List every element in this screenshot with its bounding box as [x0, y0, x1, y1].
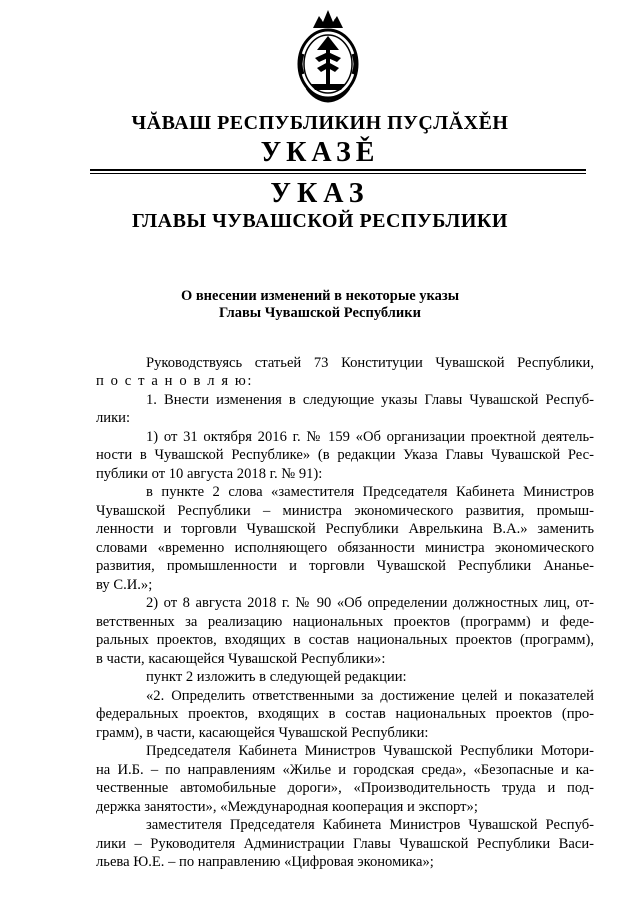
body-line: заместителя Председателя Кабинета Министров Чувашской Респуб- — [146, 817, 594, 833]
body-line: публики от 10 августа 2018 г. № 91): — [96, 466, 323, 482]
body-line: в части, касающейся Чувашской Республики»: — [96, 651, 386, 667]
body-line: 1. Внести изменения в следующие указы Главы Чувашской Респуб- — [146, 392, 594, 408]
body-line: чественные автомобильные дороги», «Производительность труда и под- — [96, 780, 594, 796]
body-line: Председателя Кабинета Министров Чувашской Республики Мотори- — [146, 743, 594, 759]
chuvash-decree-title: УКАЗĚ — [260, 137, 380, 168]
body-line: развития, промышленности и торговли Чувашской Республики Ананье- — [96, 558, 594, 574]
body-line: в пункте 2 слова «заместителя Председателя Кабинета Министров — [146, 484, 594, 500]
body-line: лики – Руководителя Администрации Главы Чувашской Республики Васи- — [96, 836, 594, 852]
body-line: п о с т а н о в л я ю: — [96, 373, 254, 389]
body-line: «2. Определить ответственными за достижение целей и показателей — [146, 688, 594, 704]
body-line: лики: — [96, 410, 131, 426]
decree-subject-line-2: Главы Чувашской Республики — [218, 305, 421, 321]
body-line: 1) от 31 октября 2016 г. № 159 «Об организации проектной деятель- — [146, 429, 594, 445]
body-line: Чувашской Республики – министра экономического развития, промыш- — [96, 503, 594, 519]
body-line: Руководствуясь статьей 73 Конституции Чувашской Республики, — [146, 355, 594, 371]
chuvash-republic-emblem-icon — [295, 6, 361, 104]
body-line: ленности и торговли Чувашской Республики Аврелькина В.А.» заменить — [96, 521, 594, 537]
body-line: ральных проектов, входящих в состав национальных проектов (программ), — [96, 632, 594, 648]
russian-decree-title: УКАЗ — [270, 178, 370, 209]
body-line: пункт 2 изложить в следующей редакции: — [146, 669, 407, 685]
body-line: держка занятости», «Международная кооперация и экспорт»; — [96, 799, 478, 815]
body-line: ности в Чувашской Республике» (в редакции Указа Главы Чувашской Рес- — [96, 447, 594, 463]
decree-subject-line-1: О внесении изменений в некоторые указы — [180, 288, 460, 304]
body-line: льева Ю.Е. – по направлению «Цифровая экономика»; — [96, 854, 434, 870]
body-line: ву С.И.»; — [96, 577, 153, 593]
header-divider-thin — [90, 173, 586, 174]
header-divider-thick — [90, 169, 586, 171]
body-line: ветственных за реализацию национальных проектов (программ) и феде- — [96, 614, 594, 630]
body-line: словами «временно исполняющего обязанности министра экономического — [96, 540, 594, 556]
body-line: грамм), в части, касающейся Чувашской Республики: — [96, 725, 429, 741]
body-line: на И.Б. – по направлениям «Жилье и городская среда», «Безопасные и ка- — [96, 762, 594, 778]
chuvash-header-line: ЧĂВАШ РЕСПУБЛИКИН ПУҪЛĂХĚН — [131, 112, 509, 134]
russian-header-line: ГЛАВЫ ЧУВАШСКОЙ РЕСПУБЛИКИ — [132, 210, 508, 232]
body-line: федеральных проектов, входящих в состав национальных проектов (про- — [96, 706, 594, 722]
body-line: 2) от 8 августа 2018 г. № 90 «Об определении должностных лиц, от- — [146, 595, 594, 611]
